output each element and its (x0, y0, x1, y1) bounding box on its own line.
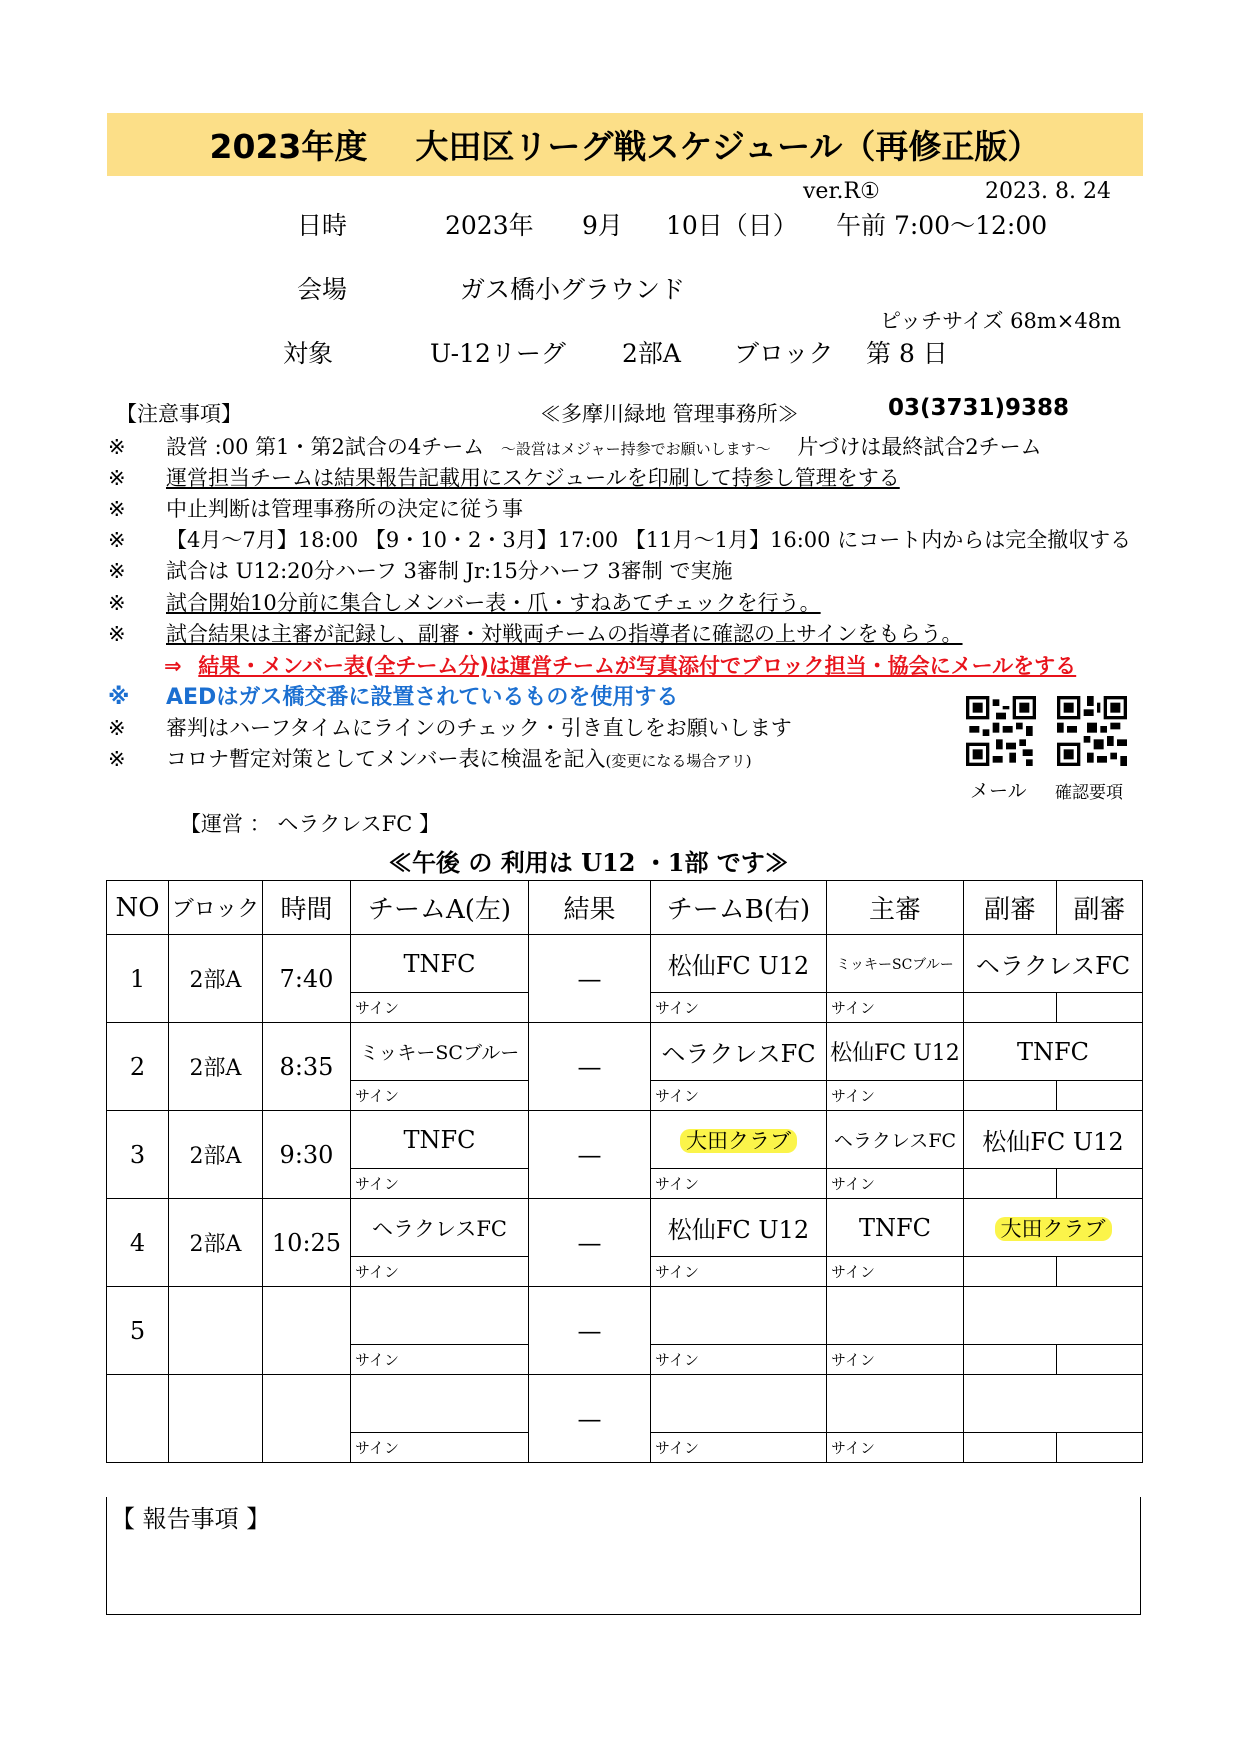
sign-team-b[interactable]: サイン (651, 993, 827, 1023)
match-block (169, 1287, 263, 1375)
table-row (107, 1375, 1143, 1433)
match-time (263, 1287, 351, 1375)
sign-sub-ref-2[interactable] (1057, 1257, 1143, 1287)
sign-sub-ref-1[interactable] (964, 993, 1057, 1023)
col-sub-ref-2: 副審 (1057, 881, 1143, 935)
operation-team: 【運営 ： ヘラクレスFC 】 (180, 812, 441, 836)
sign-sub-ref-1[interactable] (964, 1081, 1057, 1111)
table-row (107, 1199, 1143, 1257)
note-corona: ※ コロナ暫定対策としてメンバー表に検温を記入(変更になる場合アリ) (108, 747, 752, 771)
match-no: 2 (107, 1023, 169, 1111)
sign-team-a[interactable]: サイン (351, 1169, 529, 1199)
main-referee: ミッキーSCブルー (827, 935, 964, 993)
match-no (107, 1375, 169, 1463)
sign-team-a[interactable]: サイン (351, 1257, 529, 1287)
team-b-highlighted (651, 1111, 827, 1169)
notes-header: 【注意事項】 (116, 402, 242, 426)
match-result[interactable]: — (529, 1111, 651, 1199)
sign-team-a[interactable]: サイン (351, 993, 529, 1023)
match-result[interactable]: — (529, 1375, 651, 1463)
team-a: TNFC (351, 935, 529, 993)
datetime-label: 日時 (297, 211, 348, 240)
match-block: 2部A (169, 1023, 263, 1111)
col-team-b: チームB(右) (651, 881, 827, 935)
sign-main-ref[interactable]: サイン (827, 1169, 964, 1199)
sign-main-ref[interactable]: サイン (827, 1345, 964, 1375)
sign-team-a[interactable]: サイン (351, 1433, 529, 1463)
sub-referee-highlight: 大田クラブ (995, 1217, 1112, 1241)
office-name: ≪多摩川緑地 管理事務所≫ (540, 402, 799, 426)
col-result: 結果 (529, 881, 651, 935)
note-cancellation: ※ 中止判断は管理事務所の決定に従う事 (108, 497, 523, 521)
note-referee: ※ 審判はハーフタイムにラインのチェック・引き直しをお願いします (108, 716, 792, 740)
sign-team-b[interactable]: サイン (651, 1081, 827, 1111)
office-phone: 03(3731)9388 (888, 395, 1070, 421)
note-schedule-print: ※ 運営担当チームは結果報告記載用にスケジュールを印刷して持参し管理をする (108, 466, 900, 490)
match-result[interactable]: — (529, 1023, 651, 1111)
main-referee: ヘラクレスFC (827, 1111, 964, 1169)
sign-main-ref[interactable]: サイン (827, 1433, 964, 1463)
sign-team-b[interactable]: サイン (651, 1345, 827, 1375)
sub-referee-highlighted (964, 1199, 1143, 1257)
target-label: 対象 (283, 339, 334, 368)
datetime-month: 9月 (582, 211, 623, 240)
sub-referee: TNFC (964, 1023, 1143, 1081)
team-a: TNFC (351, 1111, 529, 1169)
team-a: ミッキーSCブルー (351, 1023, 529, 1081)
match-result[interactable]: — (529, 1287, 651, 1375)
qr-mail-label: メール (970, 780, 1027, 802)
schedule-table (106, 880, 1143, 1463)
match-time: 10:25 (263, 1199, 351, 1287)
sign-sub-ref-1[interactable] (964, 1433, 1057, 1463)
sub-referee[interactable] (964, 1287, 1143, 1345)
sign-sub-ref-2[interactable] (1057, 1169, 1143, 1199)
match-no: 5 (107, 1287, 169, 1375)
match-no: 1 (107, 935, 169, 1023)
match-block: 2部A (169, 935, 263, 1023)
datetime-day: 10日（日） (666, 211, 798, 240)
datetime-year: 2023年 (445, 211, 534, 240)
main-referee: 松仙FC U12 (827, 1023, 964, 1081)
team-b-highlight: 大田クラブ (680, 1129, 797, 1153)
table-row (107, 1111, 1143, 1169)
team-b: ヘラクレスFC (651, 1023, 827, 1081)
table-row (107, 1023, 1143, 1081)
table-row (107, 935, 1143, 993)
match-time: 8:35 (263, 1023, 351, 1111)
col-sub-ref-1: 副審 (964, 881, 1057, 935)
sign-sub-ref-2[interactable] (1057, 993, 1143, 1023)
sign-team-b[interactable]: サイン (651, 1257, 827, 1287)
sign-sub-ref-2[interactable] (1057, 1433, 1143, 1463)
team-a[interactable] (351, 1287, 529, 1345)
target-block: ブロック (734, 339, 834, 368)
sign-sub-ref-1[interactable] (964, 1345, 1057, 1375)
match-time: 7:40 (263, 935, 351, 1023)
match-block: 2部A (169, 1199, 263, 1287)
venue-label: 会場 (297, 275, 348, 304)
venue: ガス橋小グラウンド (460, 275, 686, 304)
report-label: 【 報告事項 】 (111, 1505, 271, 1533)
team-b: 松仙FC U12 (651, 1199, 827, 1257)
sign-team-a[interactable]: サイン (351, 1345, 529, 1375)
page-title (107, 113, 1143, 176)
version: ver.R① (803, 179, 880, 204)
target-division: 2部A (622, 339, 681, 368)
target-league: U-12リーグ (430, 339, 566, 368)
pitch-size: ピッチサイズ 68m×48m (880, 309, 1122, 333)
sign-sub-ref-2[interactable] (1057, 1345, 1143, 1375)
note-match-format: ※ 試合は U12:20分ハーフ 3審制 Jr:15分ハーフ 3審制 で実施 (108, 559, 733, 583)
match-result[interactable]: — (529, 1199, 651, 1287)
table-header-row (107, 881, 1143, 935)
col-block: ブロック (169, 881, 263, 935)
note-result-mail: ⇒ 結果・メンバー表(全チーム分)は運営チームが写真添付でブロック担当・協会にメールをする (164, 654, 1077, 678)
sign-team-b[interactable]: サイン (651, 1169, 827, 1199)
main-referee[interactable] (827, 1375, 964, 1433)
sign-team-b[interactable]: サイン (651, 1433, 827, 1463)
match-no: 3 (107, 1111, 169, 1199)
team-a[interactable] (351, 1375, 529, 1433)
col-team-a: チームA(左) (351, 881, 529, 935)
match-block: 2部A (169, 1111, 263, 1199)
match-block (169, 1375, 263, 1463)
match-result[interactable]: — (529, 935, 651, 1023)
table-row (107, 1287, 1143, 1345)
col-no: NO (107, 881, 169, 935)
sub-referee: 松仙FC U12 (964, 1111, 1143, 1169)
note-gathering: ※ 試合開始10分前に集合しメンバー表・爪・すねあてチェックを行う。 (108, 591, 821, 615)
sub-referee[interactable] (964, 1375, 1143, 1433)
note-withdraw-time: ※ 【4月～7月】18:00 【9・10・2・3月】17:00 【11月～1月】16:00 にコート内からは完全撤収する (108, 528, 1132, 552)
note-setup: ※ 設営 :00 第1・第2試合の4チーム ～設営はメジャー持参でお願いします～ 片づけは最終試合2チーム (108, 435, 1042, 459)
sign-team-a[interactable]: サイン (351, 1081, 529, 1111)
team-b: 松仙FC U12 (651, 935, 827, 993)
match-time (263, 1375, 351, 1463)
afternoon-usage: ≪午後 の 利用は U12 ・1部 です≫ (388, 848, 789, 877)
note-aed: ※ AEDはガス橋交番に設置されているものを使用する (108, 685, 679, 710)
sign-main-ref[interactable]: サイン (827, 1257, 964, 1287)
title-main: 大田区リーグ戦スケジュール（再修正版） (415, 127, 1041, 166)
qr-check-label: 確認要項 (1055, 783, 1123, 803)
team-a: ヘラクレスFC (351, 1199, 529, 1257)
qr-code-check-icon[interactable] (1057, 696, 1127, 766)
sign-main-ref[interactable]: サイン (827, 1081, 964, 1111)
team-b[interactable] (651, 1375, 827, 1433)
sign-main-ref[interactable]: サイン (827, 993, 964, 1023)
team-b[interactable] (651, 1287, 827, 1345)
title-year: 2023年度 (209, 127, 368, 166)
match-no: 4 (107, 1199, 169, 1287)
sign-sub-ref-2[interactable] (1057, 1081, 1143, 1111)
target-day: 第 8 日 (866, 339, 948, 368)
sign-sub-ref-1[interactable] (964, 1169, 1057, 1199)
col-main-ref: 主審 (827, 881, 964, 935)
col-time: 時間 (263, 881, 351, 935)
sign-sub-ref-1[interactable] (964, 1257, 1057, 1287)
datetime-time: 午前 7:00～12:00 (836, 211, 1048, 240)
sub-referee: ヘラクレスFC (964, 935, 1143, 993)
qr-code-mail-icon[interactable] (966, 696, 1036, 766)
main-referee: TNFC (827, 1199, 964, 1257)
main-referee[interactable] (827, 1287, 964, 1345)
match-time: 9:30 (263, 1111, 351, 1199)
issue-date: 2023. 8. 24 (985, 179, 1111, 204)
report-box[interactable] (106, 1497, 1141, 1615)
note-result-record: ※ 試合結果は主審が記録し、副審・対戦両チームの指導者に確認の上サインをもらう。 (108, 622, 963, 646)
